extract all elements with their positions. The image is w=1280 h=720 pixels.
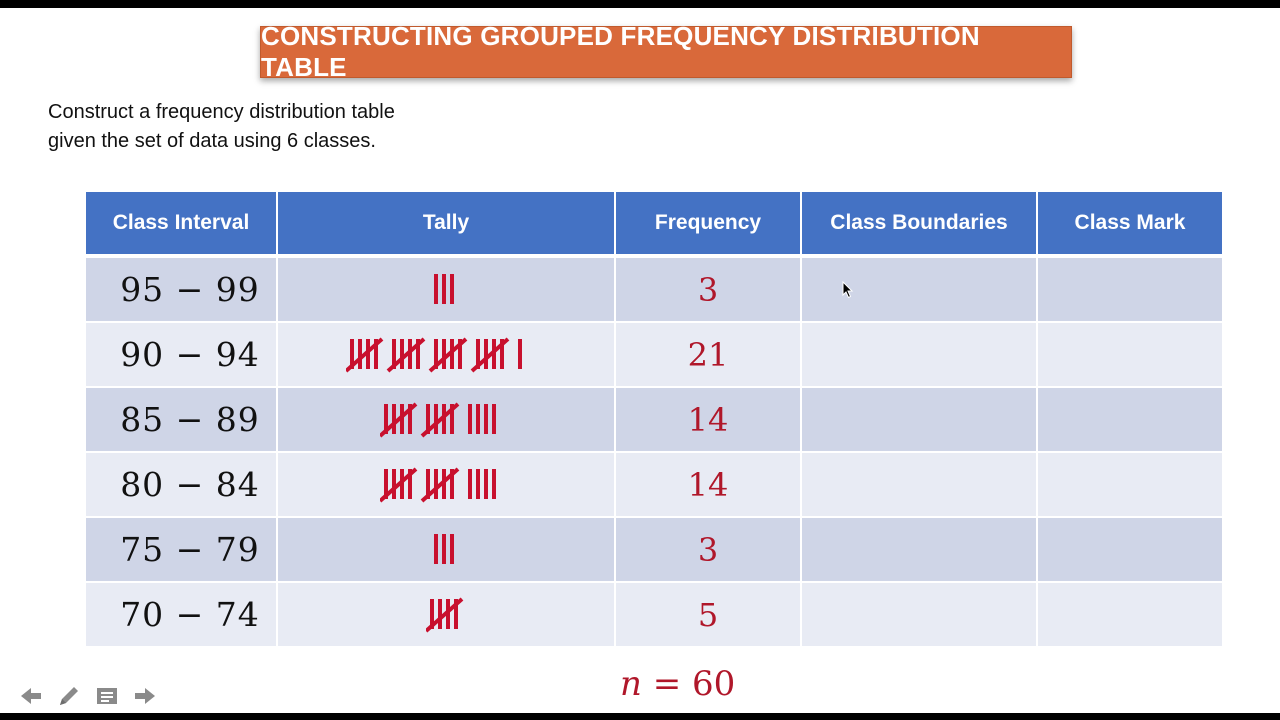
slideshow-nav — [18, 684, 158, 708]
tally-marks — [278, 453, 614, 516]
tally-marks — [278, 518, 614, 581]
slide-title: CONSTRUCTING GROUPED FREQUENCY DISTRIBUTION TABLE — [260, 26, 1072, 78]
forward-arrow-icon[interactable] — [132, 684, 158, 708]
class-boundaries-cell[interactable] — [801, 452, 1037, 517]
mouse-cursor-icon — [842, 281, 854, 304]
tally-cell — [277, 582, 615, 647]
class-mark-cell[interactable] — [1037, 452, 1222, 517]
total-variable: n — [620, 664, 642, 704]
class-mark-cell[interactable] — [1037, 582, 1222, 647]
class-interval-cell — [86, 387, 277, 452]
class-interval: 80 − 84 — [120, 465, 260, 504]
tally-icon — [430, 530, 462, 570]
frequency-cell — [615, 517, 801, 582]
table-row — [86, 517, 1222, 582]
header-class-interval: Class Interval — [86, 192, 277, 256]
class-mark-cell[interactable] — [1037, 517, 1222, 582]
pen-icon[interactable] — [56, 684, 82, 708]
header-tally: Tally — [277, 192, 615, 256]
frequency-value: 14 — [687, 465, 729, 504]
class-boundaries-cell[interactable] — [801, 582, 1037, 647]
slide — [0, 8, 1280, 713]
header-frequency: Frequency — [615, 192, 801, 256]
frequency-value: 3 — [697, 530, 719, 569]
class-interval-cell — [86, 517, 277, 582]
tally-icon — [346, 335, 546, 375]
class-boundaries-cell[interactable] — [801, 387, 1037, 452]
class-boundaries-cell[interactable] — [801, 256, 1037, 322]
header-class-mark: Class Mark — [1037, 192, 1222, 256]
frequency-value: 14 — [687, 400, 729, 439]
tally-cell — [277, 517, 615, 582]
frequency-cell — [615, 387, 801, 452]
frequency-cell — [615, 582, 801, 647]
frequency-cell — [615, 452, 801, 517]
frequency-cell — [615, 256, 801, 322]
tally-cell — [277, 322, 615, 387]
class-interval-cell — [86, 256, 277, 322]
class-interval-cell — [86, 452, 277, 517]
class-boundaries-cell[interactable] — [801, 517, 1037, 582]
table-row — [86, 256, 1222, 322]
tally-marks — [278, 388, 614, 451]
frequency-value: 21 — [687, 335, 729, 374]
tally-marks — [278, 323, 614, 386]
tally-icon — [380, 400, 512, 440]
total-value: = 60 — [641, 664, 736, 704]
class-interval: 85 − 89 — [120, 400, 260, 439]
tally-icon — [380, 465, 512, 505]
class-mark-cell[interactable] — [1037, 322, 1222, 387]
table-row — [86, 322, 1222, 387]
class-interval: 70 − 74 — [120, 595, 260, 634]
class-interval-cell — [86, 322, 277, 387]
back-arrow-icon[interactable] — [18, 684, 44, 708]
frequency-cell — [615, 322, 801, 387]
class-interval: 95 − 99 — [120, 270, 260, 309]
tally-marks — [278, 258, 614, 321]
table-header-row — [86, 192, 1222, 256]
class-interval: 90 − 94 — [120, 335, 260, 374]
class-boundaries-cell[interactable] — [801, 322, 1037, 387]
menu-icon[interactable] — [94, 684, 120, 708]
frequency-table — [86, 192, 1222, 648]
tally-icon — [426, 595, 466, 635]
tally-cell — [277, 452, 615, 517]
table-row — [86, 387, 1222, 452]
table-row — [86, 582, 1222, 647]
instruction-line-2: given the set of data using 6 classes. — [48, 130, 376, 152]
class-mark-cell[interactable] — [1037, 256, 1222, 322]
tally-marks — [278, 583, 614, 646]
tally-cell — [277, 256, 615, 322]
total-count — [620, 664, 735, 704]
instructions — [48, 98, 508, 156]
class-mark-cell[interactable] — [1037, 387, 1222, 452]
instruction-line-1: Construct a frequency distribution table — [48, 101, 395, 123]
class-interval: 75 − 79 — [120, 530, 260, 569]
header-class-boundaries: Class Boundaries — [801, 192, 1037, 256]
tally-cell — [277, 387, 615, 452]
class-interval-cell — [86, 582, 277, 647]
frequency-value: 5 — [697, 595, 719, 634]
frequency-value: 3 — [697, 270, 719, 309]
table-row — [86, 452, 1222, 517]
tally-icon — [430, 270, 462, 310]
